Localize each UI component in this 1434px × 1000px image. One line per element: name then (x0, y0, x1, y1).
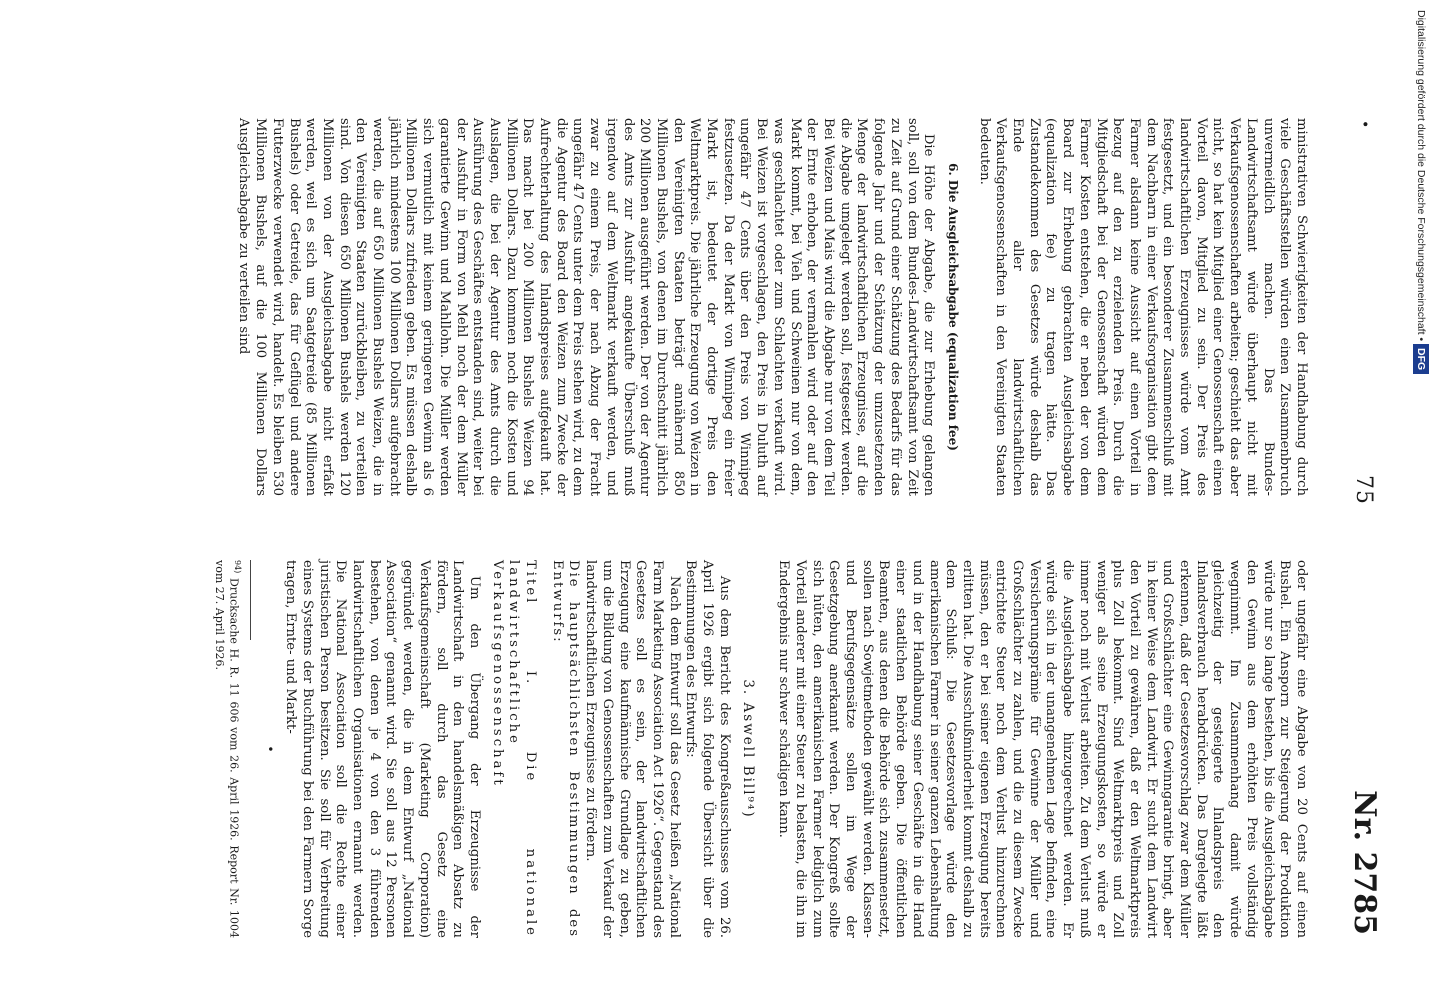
footnote-text: Drucksache H. R. 11 606 vom 26. April 1926. Report Nr. 1004 vom 27. April 1926. (213, 560, 241, 938)
bullet-mark: • (1356, 120, 1372, 129)
section-heading-equalization-fee: 6. Die Ausgleichsabgabe (equalization fee) (945, 163, 960, 451)
footnote (212, 560, 244, 938)
page-number: 75 (1351, 475, 1376, 505)
right-paragraph-4: Die hauptsächlichsten Bestimmungen des Entwurfs: (549, 560, 582, 938)
section-heading-aswell-bill: 3. Aswell Bill⁹⁴) (740, 679, 757, 819)
left-paragraph-2: Die Höhe der Abgabe, die zur Erhebung gelangen soll, soll von dem Bundes-Landwirtschaftsamt von Zeit zu Zeit auf Grund einer Schätzung des Bedarfs für das folgende Jahr und der Schätzung der umzusetzenden Menge der landwirtschaftlichen Erzeugnisse, auf die die Abgabe umgelegt werden soll, festgesetzt werden. Bei Weizen und Mais wird die Abgabe nur von dem Teil der Ernte erhoben, der vermahlen wird oder auf den Markt kommt, bei Vieh und Schweinen nur von dem, was geschlachtet oder zum Schlachten verkauft wird. Bei Weizen ist vorgeschlagen, den Preis in Duluth auf ungefähr 47 Cents über den Preis von Winnipeg festzusetzen. Da der Markt von Winnipeg ein freier Markt ist, bedeutet der dortige Preis den Weltmarktpreis. Die jährliche Erzeugung von Weizen in den Vereinigten Staaten beträgt annähernd 850 Millionen Bushels, von denen im Durchschnitt jährlich 200 Millionen ausgeführt werden. Der von der Agentur des Amts zur Ausfuhr angekaufte Überschuß muß irgendwo auf dem Weltmarkt verkauft werden, und zwar zu einem Preis, der nach Abzug der Fracht ungefähr 47 Cents unter dem Preis stehen wird, zu dem die Agentur des Board den Weizen zum Zwecke der Aufrechterhaltung des Inlandspreises aufgekauft hat. Das macht bei 200 Millionen Bushels Weizen 94 Millionen Dollars. Dazu kommen noch die Kosten und Auslagen, die bei der Agentur des Amts durch die Ausführung des Geschäftes entstanden sind, weiter bei der Ausfuhr in Form von Mehl noch der dem Müller garantierte Gewinn und Mahllohn. Die Müller werden sich vermutlich mit keinem geringeren Gewinn als 6 Millionen Dollars zufrieden geben. Es müssen deshalb jährlich mindestens 100 Millionen Dollars aufgebracht werden, die auf 650 Millionen Bushels Weizen, die in den Vereinigten Staaten zurückbleiben, zu verteilen sind. Von diesen 650 Millionen Bushels werden 120 Millionen von der Ausgleichsabgabe nicht erfaßt werden, weil es sich um Saatgetreide (85 Millionen Bushels) oder Getreide, das für Geflügel und andere Futterzwecke verwendet wird, handelt. Es bleiben 530 Millionen Bushels, auf die 100 Millionen Dollars Ausgleichsabgabe zu verteilen sind (236, 118, 937, 496)
bullet-mark-right: • (262, 745, 277, 753)
right-paragraph-5: Um den Übergang der Erzeugnisse der Landwirtschaft in den handelsmäßigen Absatz zu fördern, soll durch das Gesetz eine Verkaufsgemeinschaft (Marketing Corporation) gegründet werden, die in dem Entwurf „National Association“ genannt wird. Sie soll aus 12 Personen bestehen, von denen je 4 von den 3 führenden landwirtschaftlichen Organisationen ernannt werden. Die National Association soll die Rechte einer juristischen Person besitzen. Sie soll für Verbreitung eines Systems der Buchführung bei den Farmern Sorge tragen, Ernte- und Markt- (283, 560, 482, 938)
right-paragraph-1: oder ungefähr eine Abgabe von 20 Cents auf einen Bushel. Ein Ansporn zur Steigerung der Produktion würde nur so lange bestehen, bis die Ausgleichsabgabe den Gewinn aus dem erhöhten Preis vollständig wegnimmt. Im Zusammenhang damit würde gleichzeitig der gesteigerte Inlandspreis den Inlandsverbrauch herabdrücken. Das Dargelegte läßt erkennen, daß der Gesetzesvorschlag zwar dem Müller und Großschlächter eine Gewinngarantie bringt, aber in keiner Weise dem Landwirt. Er sucht dem Landwirt den Vorteil zu gewähren, daß er den Weltmarktpreis plus Zoll bekommt. Sind Weltmarktpreis und Zoll weniger als seine Erzeugungskosten, so würde er immer noch mit Verlust arbeiten. Zu dem Verlust muß die Ausgleichsabgabe hinzugerechnet werden. Er würde sich in der unangenehmen Lage befinden, eine Versicherungsprämie für Gewinne der Müller und Großschlächter zu zahlen, und die zu diesem Zwecke entrichtete Steuer noch dem Verlust hinzurechnen müssen, den er bei seiner eigenen Erzeugung bereits erlitten hat. Die Ausschußminderheit kommt deshalb zu dem Schluß: Die Gesetzesvorlage würde den amerikanischen Farmer in seiner ganzen Lebenshaltung und in der Handhabung seiner Geschäfte in die Hand einer staatlichen Behörde geben. Die öffentlichen Beamten, aus denen die Behörde sich zusammensetzt, sollen nach Sowjetmethoden gewählt werden. Klassen- und Berufsgegensätze sollen im Wege der Gesetzgebung anerkannt werden. Der Kongreß sollte sich hüten, den amerikanischen Farmer lediglich zum Vorteil anderer mit einer Steuer zu belasten, die ihn im Endergebnis nur schwer schädigen kann. (776, 560, 1309, 938)
footnote-rule (250, 560, 251, 640)
digitization-credit (1411, 10, 1431, 990)
right-column (212, 560, 1309, 938)
right-paragraph-3: Nach dem Entwurf soll das Gesetz heißen „National Farm Marketing Association Act 1926“. Gegenstand des Gesetzes soll es sein, der landwirtschaftlichen Erzeugung eine kaufmännische Grundlage zu geben, um die Bildung von Genossenschaften zum Verkauf der landwirtschaftlichen Erzeugnisse zu fördern. (583, 560, 682, 938)
dfg-logo: DFG (1413, 344, 1429, 374)
issue-number: Nr. 2785 (1347, 790, 1382, 935)
right-paragraph-2: Aus dem Bericht des Kongreßausschusses vom 26. April 1926 ergibt sich folgende Übersicht über die Bestimmungen des Entwurfs: (683, 560, 732, 938)
title-i-heading: Titel I. Die nationale landwirtschaftliche Verkaufsgenossenschaft (489, 560, 539, 938)
left-column (235, 118, 1309, 496)
credit-text: Digitalisierung gefördert durch die Deutsche Forschungsgemeinschaft • (1415, 10, 1427, 342)
left-paragraph-1: ministrativen Schwierigkeiten der Handhabung durch viele Geschäftsstellen würden einen Zusammenbruch unvermeidlich machen. Das Bundes-Landwirtschaftsamt würde überhaupt nicht mit Verkaufsgenossenschaften arbeiten; geschieht das aber nicht, so hat kein Mitglied einer Genossenschaft einen Vorteil davon, Mitglied zu sein. Der Preis des landwirtschaftlichen Erzeugnisses würde vom Amt festgesetzt, und ein besonderer Zusammenschluß mit dem Nachbarn in einer Verkaufsorganisation gibt dem Farmer alsdann keine Aussicht auf einen Vorteil in bezug auf den zu erzielenden Preis. Durch die Mitgliedschaft bei der Genossenschaft würden dem Farmer Kosten entstehen, die er neben der von dem Board zur Erhebung gebrachten Ausgleichsabgabe (equalization fee) zu tragen hätte. Das Zustandekommen des Gesetzes würde deshalb das Ende aller landwirtschaftlichen Verkaufsgenossenschaften in den Vereinigten Staaten bedeuten. (976, 118, 1309, 496)
footnote-marker: 94) (232, 560, 242, 574)
